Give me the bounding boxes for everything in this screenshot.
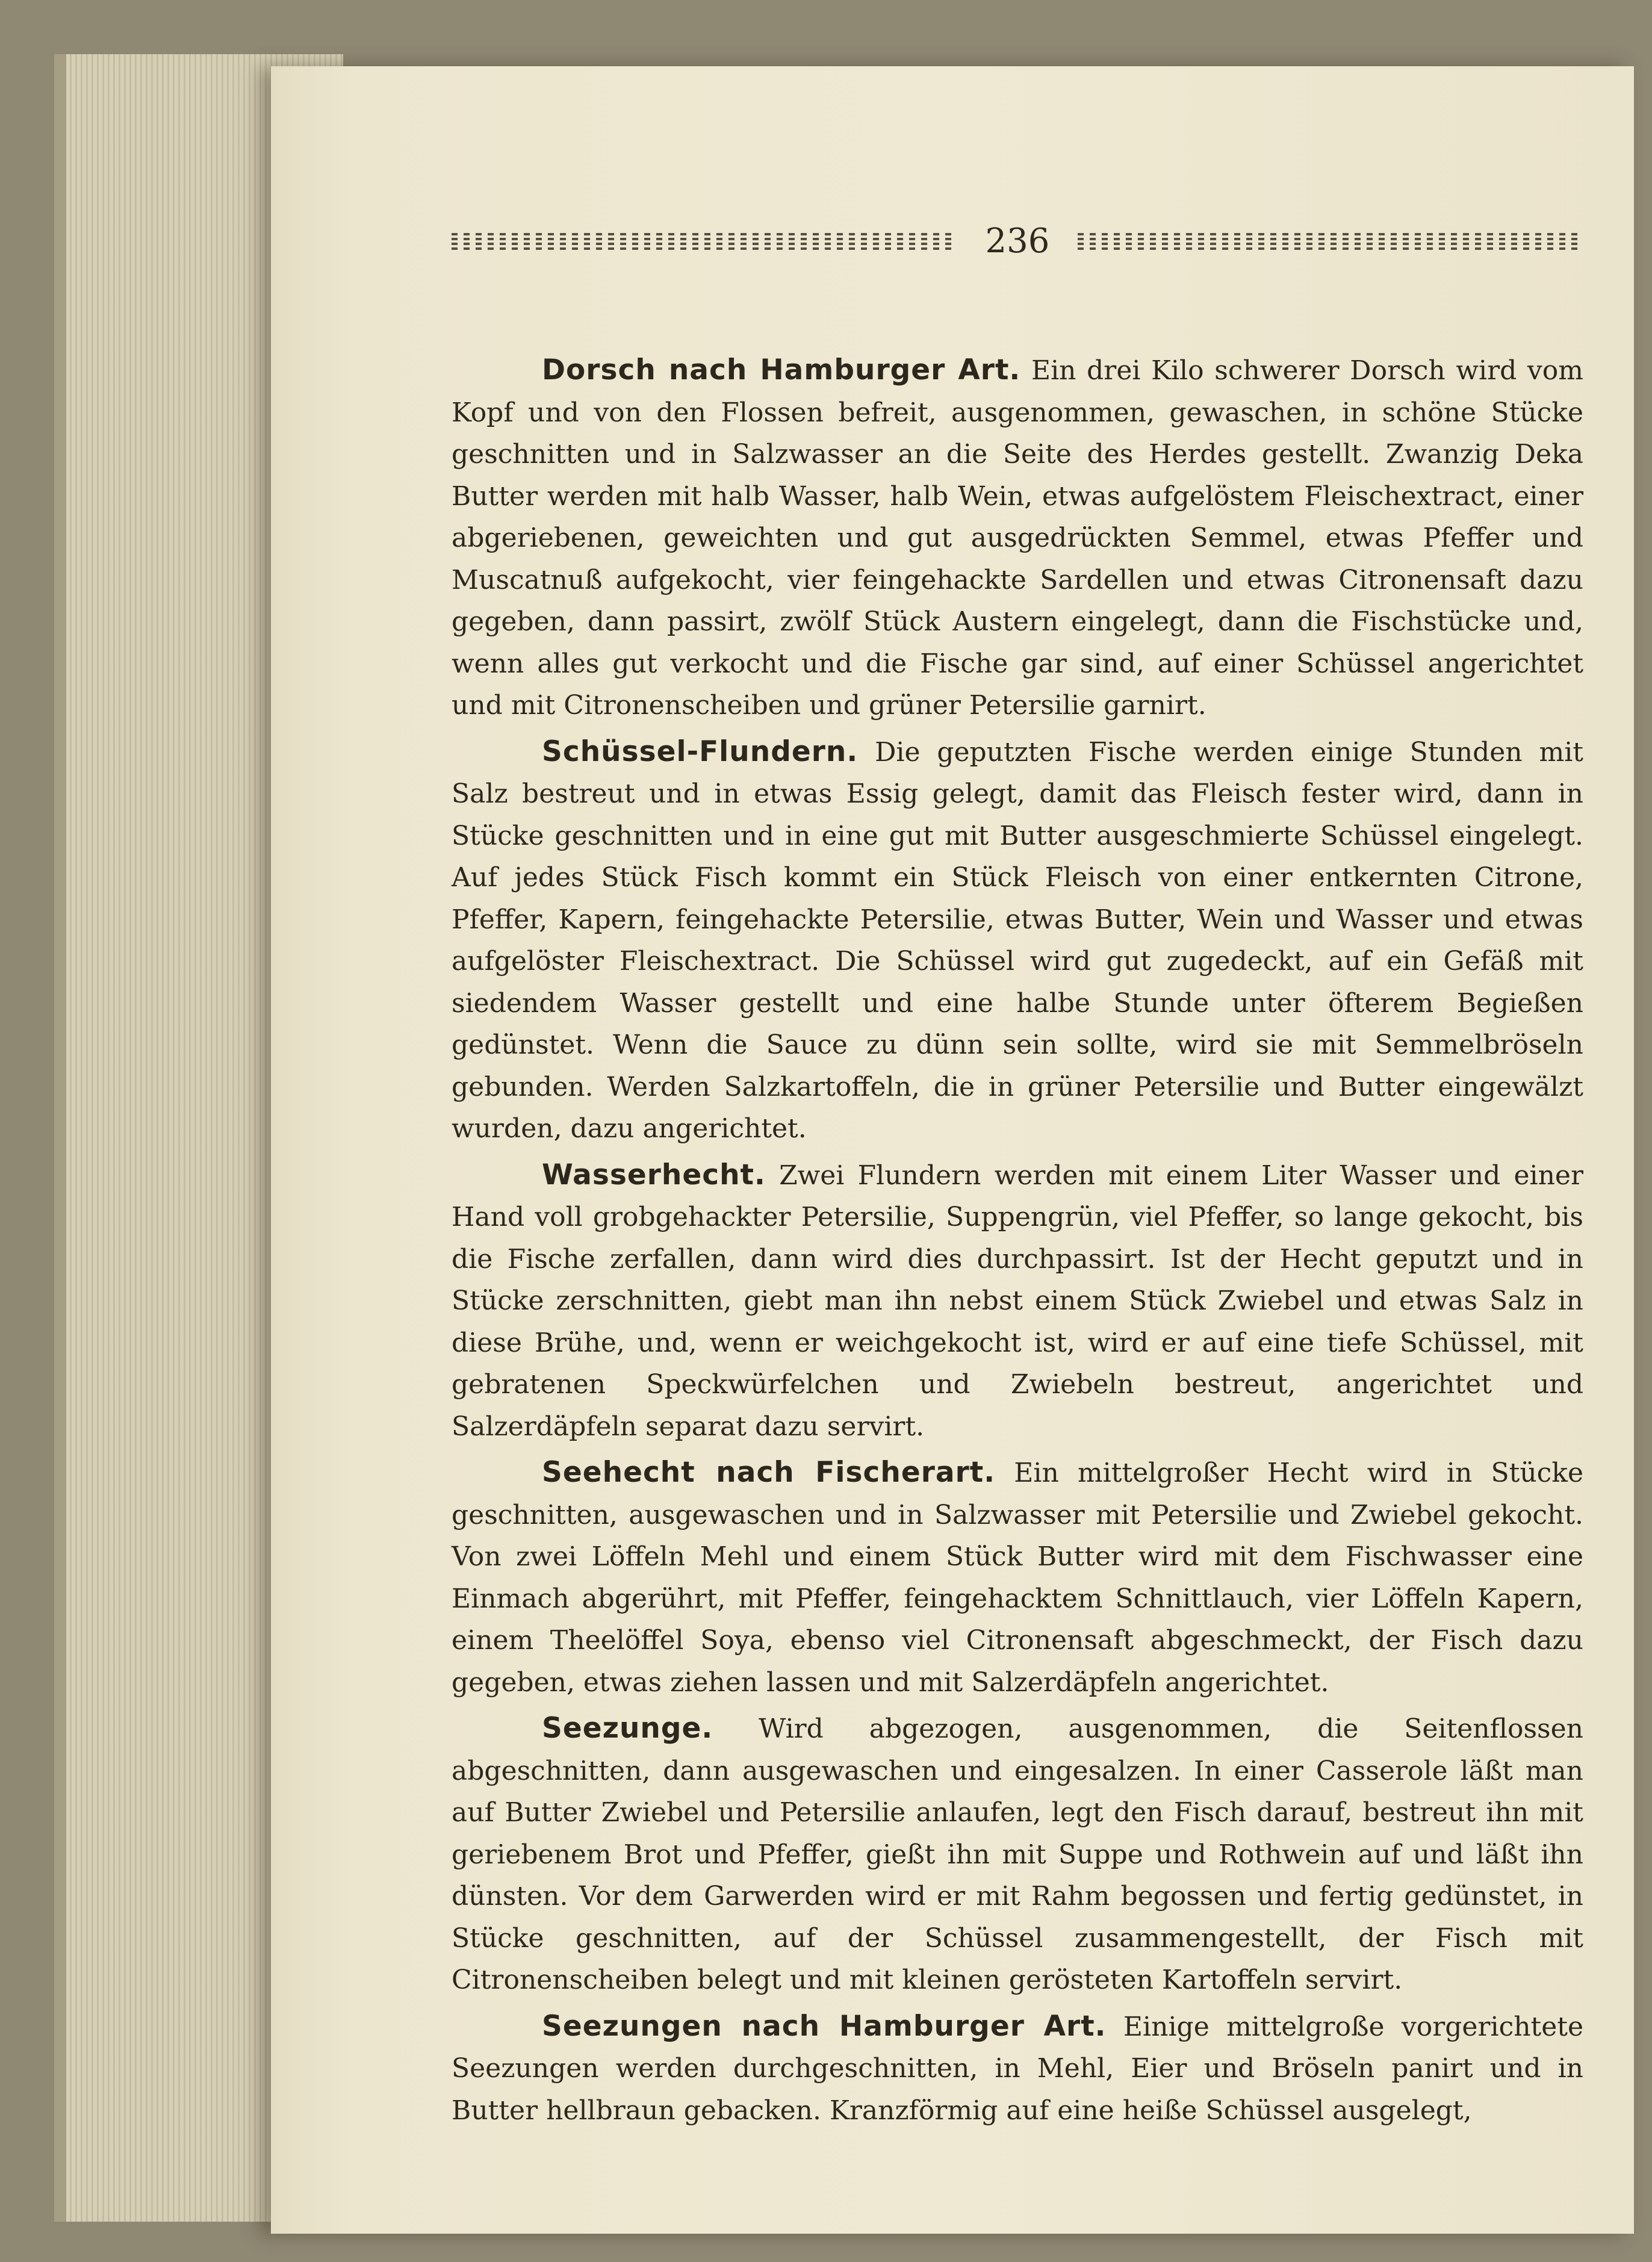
ornament-border-right <box>1078 232 1583 250</box>
ornament-border-left <box>452 232 957 250</box>
recipe-title: Dorsch nach Hamburger Art. <box>542 353 1021 387</box>
recipe-title: Seezunge. <box>542 1712 713 1745</box>
recipe-body: Wird abgezogen, ausgenommen, die Seitenflossen abgeschnitten, dann ausgewaschen und eingesalzen. In einer Casserole läßt man auf Butter Zwiebel und Petersilie anlaufen, legt den Fisch darauf, bestreut ihn mit geriebenem Brot und Pfeffer, gießt ihn mit Suppe und Rothwein auf und läßt ihn dünsten. Vor dem Garwerden wird er mit Rahm begossen und fertig gedünstet, in Stücke geschnitten, auf der Schüssel zusammengestellt, der Fisch mit Citronenscheiben belegt und mit kleinen gerösteten Kartoffeln servirt. <box>452 1714 1583 1995</box>
recipe-paragraph <box>452 349 1583 727</box>
recipe-title: Seezungen nach Hamburger Art. <box>542 2009 1107 2043</box>
recipe-text <box>452 349 1583 2136</box>
recipe-body: Zwei Flundern werden mit einem Liter Wasser und einer Hand voll grobgehackter Petersilie, Suppengrün, viel Pfeffer, so lange gekocht, bis die Fische zerfallen, dann wird dies durchpassirt. Ist der Hecht geputzt und in Stücke zerschnitten, giebt man ihn nebst einem Stück Zwiebel und etwas Salz in diese Brühe, und, wenn er weichgekocht ist, wird er auf eine tiefe Schüssel, mit gebratenen Speckwürfelchen und Zwiebeln bestreut, angerichtet und Salzerdäpfeln separat dazu servirt. <box>452 1160 1583 1442</box>
recipe-paragraph <box>452 731 1583 1150</box>
recipe-title: Seehecht nach Fischerart. <box>542 1456 996 1489</box>
recipe-body: Ein drei Kilo schwerer Dorsch wird vom Kopf und von den Flossen befreit, ausgenommen, gewaschen, in schöne Stücke geschnitten und in Salzwasser an die Seite des Herdes gestellt. Zwanzig Deka Butter werden mit halb Wasser, halb Wein, etwas aufgelöstem Fleischextract, einer abgeriebenen, geweichten und gut ausgedrückten Semmel, etwas Pfeffer und Muscatnuß aufgekocht, vier feingehackte Sardellen und etwas Citronensaft dazu gegeben, dann passirt, zwölf Stück Austern eingelegt, dann die Fischstücke und, wenn alles gut verkocht und die Fische gar sind, auf einer Schüssel angerichtet und mit Citronenscheiben und grüner Petersilie garnirt. <box>452 355 1583 721</box>
recipe-body: Die geputzten Fische werden einige Stunden mit Salz bestreut und in etwas Essig gelegt, damit das Fleisch fester wird, dann in Stücke geschnitten und in eine gut mit Butter ausgeschmierte Schüssel eingelegt. Auf jedes Stück Fisch kommt ein Stück Fleisch von einer entkernten Citrone, Pfeffer, Kapern, feingehackte Petersilie, etwas Butter, Wein und Wasser und etwas aufgelöster Fleischextract. Die Schüssel wird gut zugedeckt, auf ein Gefäß mit siedendem Wasser gestellt und eine halbe Stunde unter öfterem Begießen gedünstet. Wenn die Sauce zu dünn sein sollte, wird sie mit Semmelbröseln gebunden. Werden Salzkartoffeln, die in grüner Petersilie und Butter eingewälzt wurden, dazu angerichtet. <box>452 736 1583 1144</box>
page-number: 236 <box>985 221 1050 261</box>
recipe-body: Einige mittelgroße vorgerichtete Seezungen werden durchgeschnitten, in Mehl, Eier und Bröseln panirt und in Butter hellbraun gebacken. Kranzförmig auf eine heiße Schüssel ausgelegt, <box>452 2011 1583 2126</box>
recipe-paragraph <box>452 2006 1583 2132</box>
page-header <box>452 214 1583 268</box>
recipe-body: Ein mittelgroßer Hecht wird in Stücke geschnitten, ausgewaschen und in Salzwasser mit Petersilie und Zwiebel gekocht. Von zwei Löffeln Mehl und einem Stück Butter wird mit dem Fischwasser eine Einmach abgerührt, mit Pfeffer, feingehacktem Schnittlauch, vier Löffeln Kapern, einem Theelöffel Soya, ebenso viel Citronensaft abgeschmeckt, der Fisch dazu gegeben, etwas ziehen lassen und mit Salzerdäpfeln angerichtet. <box>452 1458 1583 1698</box>
recipe-paragraph <box>452 1707 1583 2001</box>
recipe-title: Schüssel-Flundern. <box>542 735 859 768</box>
book-page <box>271 66 1634 2234</box>
recipe-title: Wasserhecht. <box>542 1158 766 1192</box>
recipe-paragraph <box>452 1452 1583 1703</box>
recipe-paragraph <box>452 1154 1583 1448</box>
